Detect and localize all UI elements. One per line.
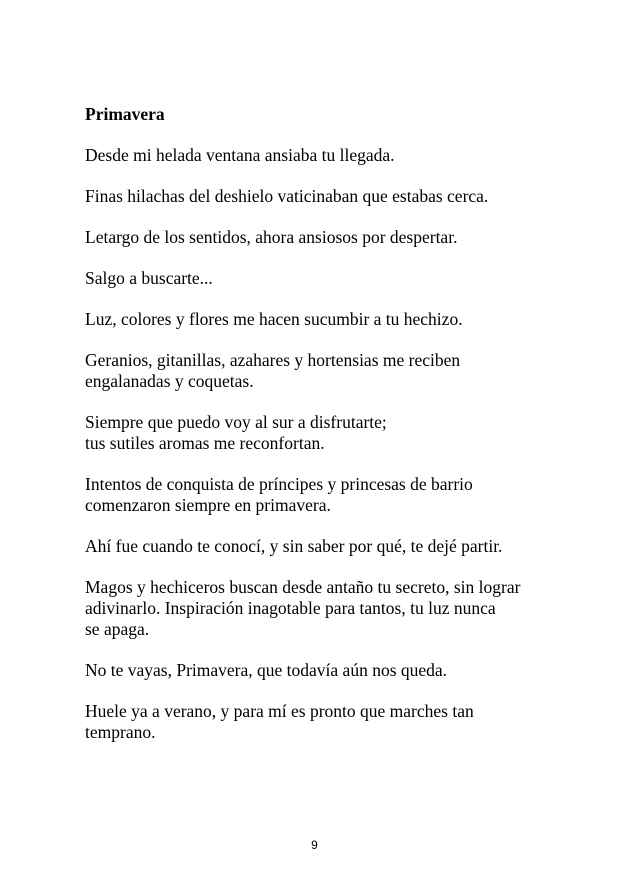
poem-stanza: [85, 701, 535, 743]
poem-body: [85, 104, 535, 763]
poem-stanza: [85, 227, 535, 248]
poem-line: adivinarlo. Inspiración inagotable para tantos, tu luz nunca: [85, 598, 496, 618]
poem-line: Letargo de los sentidos, ahora ansiosos por despertar.: [85, 227, 458, 247]
poem-line: No te vayas, Primavera, que todavía aún nos queda.: [85, 660, 448, 680]
poem-stanzas: [85, 145, 535, 743]
poem-line: se apaga.: [85, 619, 150, 639]
poem-stanza: [85, 309, 535, 330]
poem-line: Magos y hechiceros buscan desde antaño tu secreto, sin lograr: [85, 577, 521, 597]
poem-line: Intentos de conquista de príncipes y princesas de barrio: [85, 474, 473, 494]
poem-line: temprano.: [85, 722, 156, 742]
poem-stanza: [85, 268, 535, 289]
poem-stanza: [85, 536, 535, 557]
page-number: 9: [311, 838, 318, 852]
poem-line: Salgo a buscarte...: [85, 268, 213, 288]
poem-line: Desde mi helada ventana ansiaba tu llegada.: [85, 145, 395, 165]
poem-line: Huele ya a verano, y para mí es pronto que marches tan: [85, 701, 474, 721]
poem-line: Finas hilachas del deshielo vaticinaban que estabas cerca.: [85, 186, 489, 206]
poem-stanza: [85, 145, 535, 166]
poem-line: Luz, colores y flores me hacen sucumbir a tu hechizo.: [85, 309, 463, 329]
poem-line: comenzaron siempre en primavera.: [85, 495, 331, 515]
poem-stanza: [85, 412, 535, 454]
poem-line: Geranios, gitanillas, azahares y hortensias me reciben: [85, 350, 461, 370]
poem-line: Siempre que puedo voy al sur a disfrutarte;: [85, 412, 387, 432]
poem-stanza: [85, 186, 535, 207]
poem-line: tus sutiles aromas me reconfortan.: [85, 433, 325, 453]
poem-title: Primavera: [85, 104, 165, 124]
poem-stanza: [85, 350, 535, 392]
poem-stanza: [85, 660, 535, 681]
poem-line: engalanadas y coquetas.: [85, 371, 254, 391]
poem-stanza: [85, 577, 535, 640]
poem-line: Ahí fue cuando te conocí, y sin saber por qué, te dejé partir.: [85, 536, 503, 556]
poem-stanza: [85, 474, 535, 516]
